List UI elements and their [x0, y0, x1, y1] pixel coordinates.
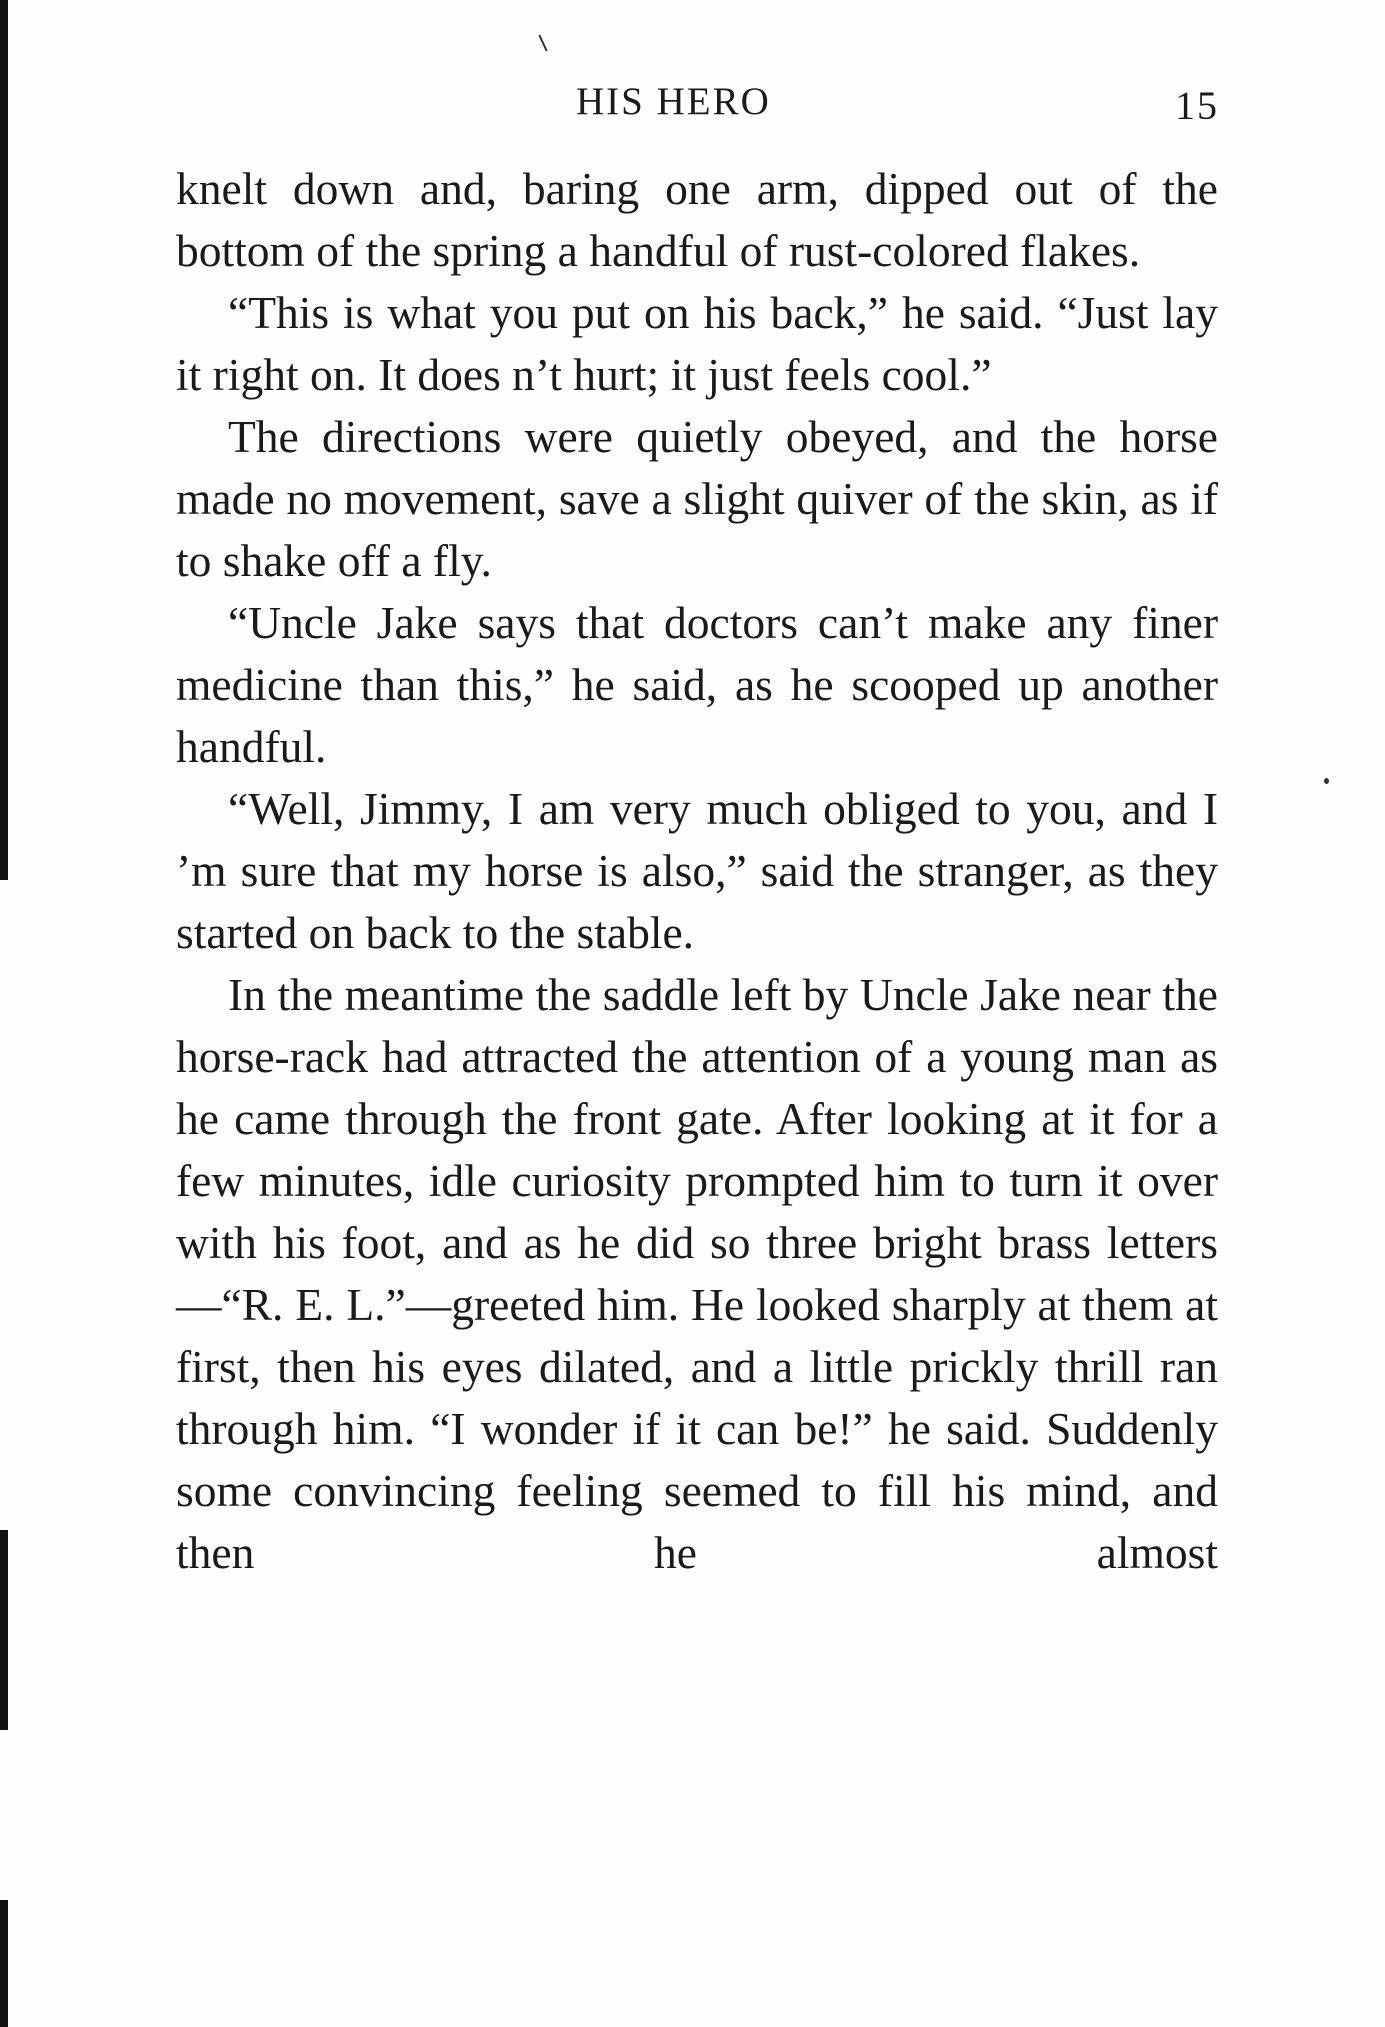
paragraph: knelt down and, baring one arm, dipped out of the bottom of the spring a handful of rust-colored flakes. [176, 163, 1218, 276]
paragraph: “Uncle Jake says that doctors can’t make any finer medicine than this,” he said, as he scooped up another handful. [176, 597, 1218, 772]
binding-shadow-top [0, 0, 8, 880]
running-head [0, 72, 1385, 132]
binding-shadow-middle [0, 1530, 8, 1730]
binding-shadow-bottom [0, 1900, 8, 2027]
ink-speck [1324, 778, 1329, 784]
body-text [176, 158, 1218, 1584]
ink-speck [538, 34, 547, 51]
paragraph: The directions were quietly obeyed, and the horse made no movement, save a slight quiver of the skin, as if to shake off a fly. [176, 411, 1218, 586]
paragraph: “This is what you put on his back,” he said. “Just lay it right on. It does n’t hurt; it just feels cool.” [176, 287, 1218, 400]
paragraph: “Well, Jimmy, I am very much obliged to you, and I ’m sure that my horse is also,” said the stranger, as they started on back to the stable. [176, 783, 1218, 958]
paragraph: In the meantime the saddle left by Uncle Jake near the horse-rack had attracted the attention of a young man as he came through the front gate. After looking at it for a few minutes, idle curiosity prompted him to turn it over with his foot, and as he did so three bright brass letters—“R. E. L.”—greeted him. He looked sharply at them at first, then his eyes dilated, and a little prickly thrill ran through him. “I wonder if it can be!” he said. Suddenly some convincing feeling seemed to fill his mind, and then he almost [176, 969, 1218, 1578]
page-number: 15 [1175, 83, 1219, 128]
running-title: HIS HERO [576, 80, 771, 123]
